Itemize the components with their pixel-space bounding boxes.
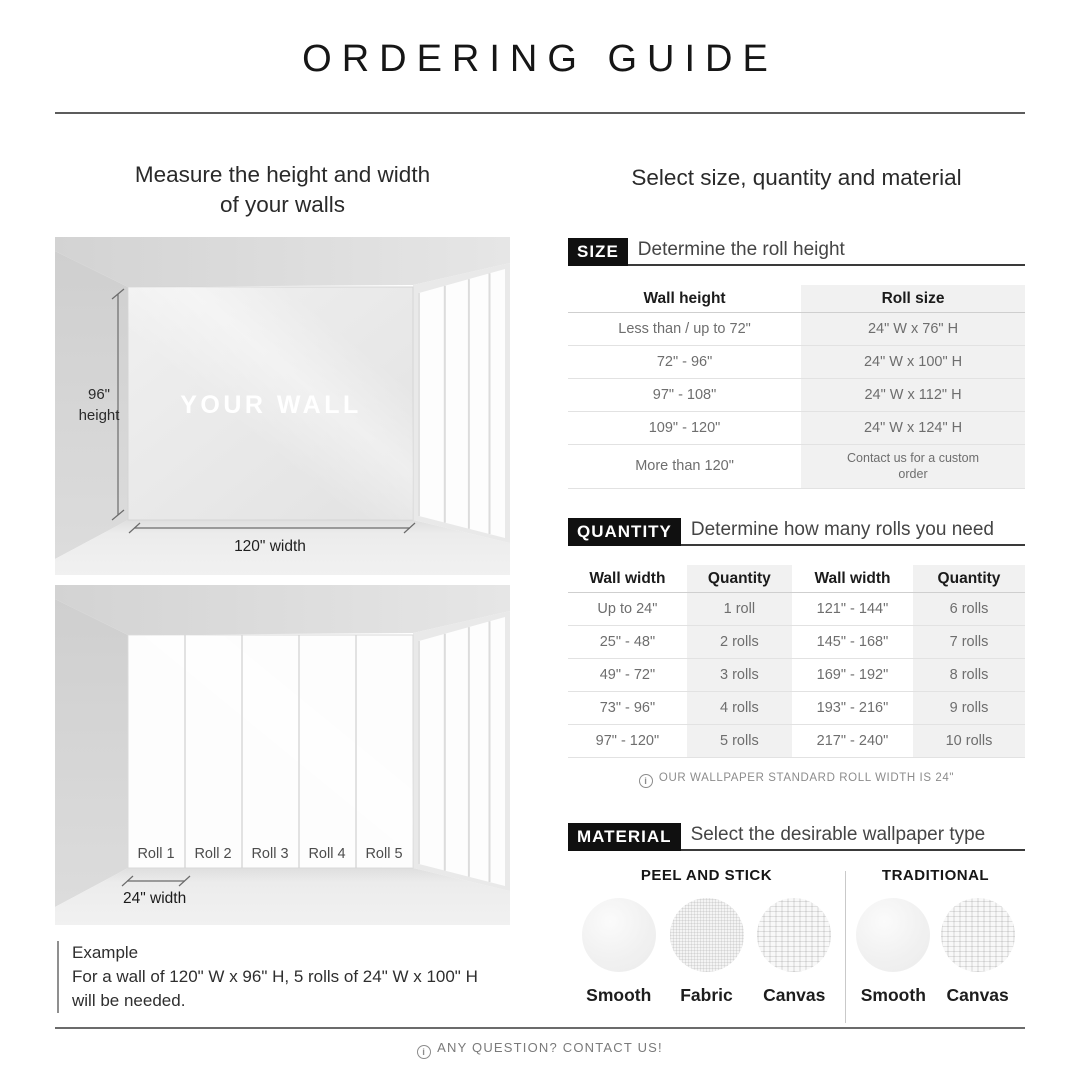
material-badge: MATERIAL (568, 823, 681, 851)
roll-label: Roll 3 (251, 846, 289, 862)
size-table-row (568, 379, 1025, 412)
swatch-label: Smooth (860, 985, 926, 1005)
wall-width-cell: 217" - 240" (816, 733, 889, 749)
wall-height-cell: 72" - 96" (656, 354, 713, 370)
roll-width-label: 24" width (123, 890, 187, 907)
example-line1: For a wall of 120" W x 96" H, 5 rolls of 24" W x 100" H (72, 967, 478, 987)
wall-width-cell: 97" - 120" (595, 733, 660, 749)
quantity-section-title: Determine how many rolls you need (681, 518, 1025, 546)
footer-contact (55, 1027, 1025, 1059)
roll-size-cell: 24" W x 100" H (801, 346, 1025, 378)
room-measure-svg (55, 237, 510, 575)
peel-and-stick-title: PEEL AND STICK (640, 867, 773, 884)
quantity-table-row (568, 593, 1025, 626)
quantity-badge: QUANTITY (568, 518, 681, 546)
wall-width-cell: 73" - 96" (599, 700, 656, 716)
example-title: Example (72, 943, 139, 962)
wall-height-cell: 97" - 108" (652, 387, 717, 403)
select-heading: Select size, quantity and material (631, 165, 962, 190)
room2-window-glass (419, 617, 505, 886)
quantity-cell: 2 rolls (687, 626, 792, 658)
peel-and-stick-group (568, 867, 845, 1023)
wall-width-column-header: Wall width (814, 569, 891, 587)
size-section-title: Determine the roll height (628, 238, 1025, 266)
quantity-table-header-row (568, 565, 1025, 593)
size-table (568, 285, 1025, 489)
quantity-column-header: Quantity (687, 565, 792, 592)
roll-size-cell: Contact us for a custom order (801, 445, 1025, 488)
material-section-title: Select the desirable wallpaper type (681, 823, 1025, 851)
quantity-table-row (568, 725, 1025, 758)
quantity-cell: 3 rolls (687, 659, 792, 691)
wall-width-cell: 145" - 168" (816, 634, 889, 650)
roll-width-note-text: OUR WALLPAPER STANDARD ROLL WIDTH IS 24" (658, 772, 955, 784)
swatch-label: Canvas (946, 985, 1009, 1005)
wall-width-column-header: Wall width (589, 569, 666, 587)
example-line2: will be needed. (72, 991, 186, 1011)
material-section (568, 823, 1025, 1023)
swatch-canvas (757, 898, 831, 1006)
wall-width-cell: 193" - 216" (816, 700, 889, 716)
page-title: ORDERING GUIDE (302, 38, 778, 80)
quantity-cell: 1 roll (687, 593, 792, 625)
info-icon: i (639, 774, 653, 788)
quantity-cell: 6 rolls (913, 593, 1025, 625)
quantity-column-header: Quantity (913, 565, 1025, 592)
size-table-row (568, 445, 1025, 489)
roll-label: Roll 2 (194, 846, 232, 862)
size-table-row (568, 412, 1025, 445)
size-table-row (568, 346, 1025, 379)
swatch-label: Fabric (680, 985, 733, 1005)
smooth-texture-sample (582, 898, 656, 972)
measure-heading-line1: Measure the height and width (134, 162, 431, 187)
swatch-canvas (941, 898, 1015, 1006)
quantity-table-row (568, 626, 1025, 659)
your-wall-label: YOUR WALL (180, 391, 362, 419)
room1-window-glass (419, 269, 505, 538)
roll-size-column-header: Roll size (801, 285, 1025, 312)
swatch-label: Canvas (763, 985, 826, 1005)
quantity-cell: 7 rolls (913, 626, 1025, 658)
room-rolls-svg (55, 585, 510, 925)
traditional-swatches (846, 898, 1025, 1006)
measure-heading-line2: of your walls (219, 192, 346, 218)
swatch-smooth (856, 898, 930, 1006)
room1-left-wall (55, 251, 128, 559)
size-section-header (568, 238, 1025, 266)
roll-width-note (568, 772, 1025, 788)
room-illustration-rolls (55, 585, 510, 925)
room-illustration-measure (55, 237, 510, 575)
wall-width-cell: 49" - 72" (599, 667, 656, 683)
quantity-table (568, 565, 1025, 758)
traditional-group (846, 867, 1025, 1023)
title-divider (55, 112, 1025, 114)
material-section-header (568, 823, 1025, 851)
quantity-cell: 9 rolls (913, 692, 1025, 724)
roll-label: Roll 1 (137, 846, 175, 862)
wall-height-cell: Less than / up to 72" (618, 321, 751, 337)
quantity-section-header (568, 518, 1025, 546)
swatch-label: Smooth (586, 985, 652, 1005)
roll-label: Roll 5 (365, 846, 403, 862)
swatch-smooth (582, 898, 656, 1006)
quantity-cell: 8 rolls (913, 659, 1025, 691)
size-section (568, 238, 1025, 489)
height-word-label: height (78, 407, 120, 424)
quantity-section (568, 518, 1025, 788)
quantity-cell: 4 rolls (687, 692, 792, 724)
wall-height-column-header: Wall height (643, 289, 726, 307)
width-value-label: 120" width (234, 538, 306, 555)
example-note (57, 941, 519, 1013)
size-badge: SIZE (568, 238, 628, 266)
canvas-texture-sample (757, 898, 831, 972)
swatch-fabric (670, 898, 744, 1006)
wall-width-cell: 121" - 144" (816, 601, 889, 617)
smooth-texture-sample (856, 898, 930, 972)
room2-left-wall (55, 599, 128, 907)
room2-light-sweep (128, 635, 413, 868)
measure-heading (55, 160, 510, 221)
traditional-title: TRADITIONAL (881, 867, 990, 884)
quantity-table-row (568, 659, 1025, 692)
size-table-header-row (568, 285, 1025, 313)
footer-contact-text: ANY QUESTION? CONTACT US! (437, 1040, 663, 1055)
height-value-label: 96" (87, 386, 111, 403)
canvas-texture-sample (941, 898, 1015, 972)
roll-size-cell: 24" W x 76" H (801, 313, 1025, 345)
fabric-texture-sample (670, 898, 744, 972)
quantity-cell: 5 rolls (687, 725, 792, 757)
wall-width-cell: 25" - 48" (599, 634, 656, 650)
size-table-row (568, 313, 1025, 346)
material-groups (568, 867, 1025, 1023)
roll-label: Roll 4 (308, 846, 346, 862)
wall-width-cell: 169" - 192" (816, 667, 889, 683)
roll-size-cell: 24" W x 112" H (801, 379, 1025, 411)
roll-size-cell: 24" W x 124" H (801, 412, 1025, 444)
wall-height-cell: 109" - 120" (648, 420, 721, 436)
quantity-cell: 10 rolls (913, 725, 1025, 757)
peel-and-stick-swatches (568, 898, 845, 1006)
info-icon: i (417, 1045, 431, 1059)
quantity-table-row (568, 692, 1025, 725)
wall-height-cell: More than 120" (635, 458, 734, 475)
wall-width-cell: Up to 24" (597, 601, 658, 617)
